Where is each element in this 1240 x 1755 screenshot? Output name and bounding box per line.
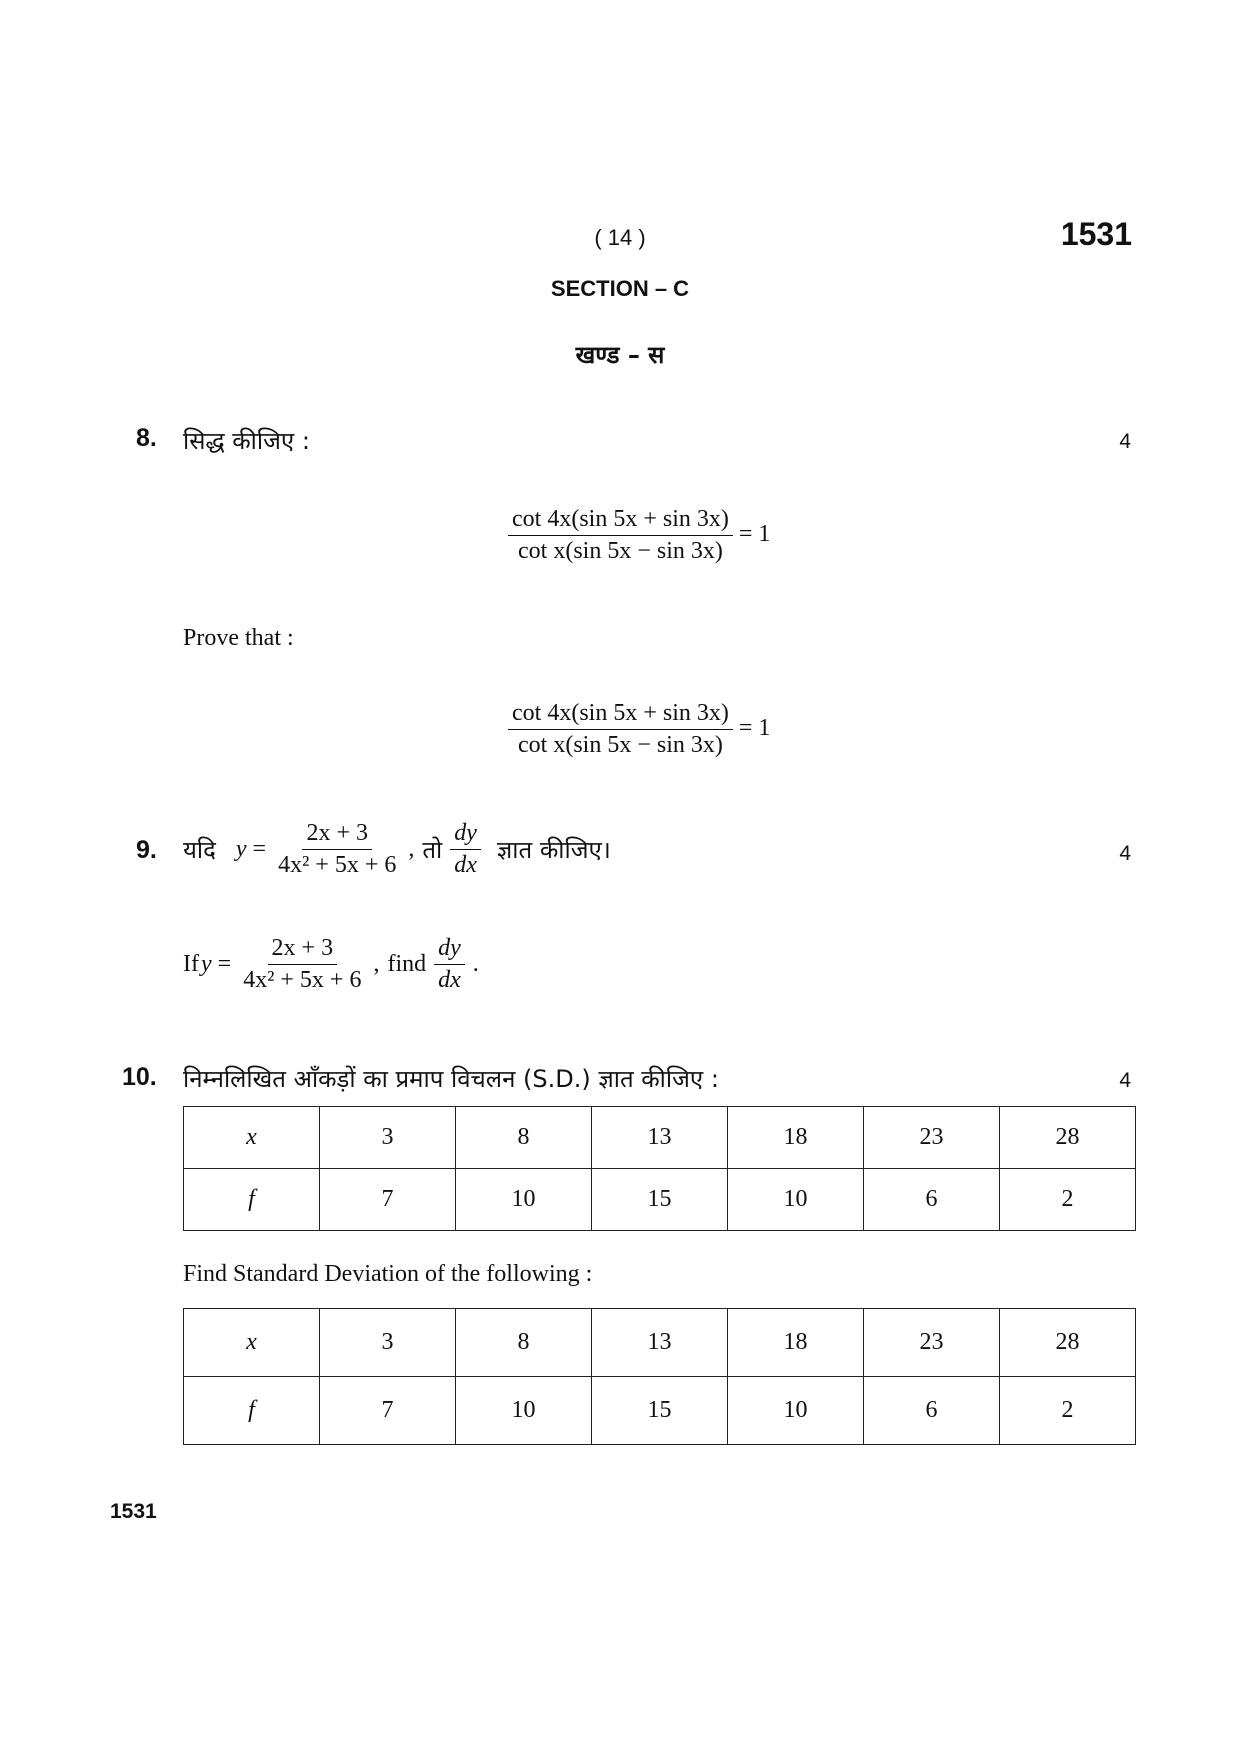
equation-numerator: cot 4x(sin 5x + sin 3x) [508, 506, 733, 536]
table-row-f [184, 1377, 1136, 1445]
table-cell: 23 [864, 1107, 1000, 1169]
question-10-english-prompt: Find Standard Deviation of the following : [183, 1261, 593, 1287]
table-cell: f [184, 1169, 320, 1231]
table-row-x [184, 1309, 1136, 1377]
question-10-number: 10. [122, 1063, 157, 1091]
question-8-marks: 4 [1119, 430, 1131, 453]
equation-rhs: = 1 [738, 715, 771, 742]
question-8-hindi-prompt: सिद्ध कीजिए : [183, 427, 310, 455]
table-cell: x [184, 1107, 320, 1169]
equation-rhs: = 1 [738, 521, 771, 548]
table-cell: 13 [592, 1107, 728, 1169]
frequency-table-english [183, 1308, 1136, 1445]
hindi-then-word: तो [422, 836, 443, 864]
dy-label: dy [450, 820, 481, 850]
equation-denominator: cot x(sin 5x − sin 3x) [518, 732, 723, 758]
question-8-equation-hindi [508, 506, 770, 565]
dy-label: dy [434, 935, 465, 965]
table-cell: 10 [728, 1377, 864, 1445]
question-9-marks: 4 [1119, 842, 1131, 865]
question-9-hindi-line: यदि y = $\frac{2x + 3}{\text{4x² + 5x + 6}}$ , तो $\frac{dy}{dx}$ ज्ञात कीजिए। [183, 820, 611, 878]
table-cell: 10 [456, 1377, 592, 1445]
question-8-equation-english [508, 700, 770, 759]
table-cell: 8 [456, 1309, 592, 1377]
question-9-number: 9. [136, 836, 157, 864]
table-cell: 15 [592, 1169, 728, 1231]
english-find-word: find [387, 951, 427, 977]
table-cell: 3 [320, 1107, 456, 1169]
table-cell: 6 [864, 1169, 1000, 1231]
table-row-f [184, 1169, 1136, 1231]
y-numerator: 2x + 3 [302, 820, 372, 850]
dx-label: dx [438, 967, 461, 993]
table-cell: 2 [1000, 1169, 1136, 1231]
table-cell: 10 [456, 1169, 592, 1231]
table-cell: 28 [1000, 1309, 1136, 1377]
table-cell: 6 [864, 1377, 1000, 1445]
equation-denominator: cot x(sin 5x − sin 3x) [518, 538, 723, 564]
table-cell: x [184, 1309, 320, 1377]
table-cell: 28 [1000, 1107, 1136, 1169]
hindi-find-phrase: ज्ञात कीजिए। [496, 836, 611, 864]
table-row-x [184, 1107, 1136, 1169]
y-denominator: 4x² + 5x + 6 [278, 852, 397, 878]
question-8-number: 8. [136, 424, 157, 452]
hindi-if-word: यदि [183, 836, 216, 864]
paper-code-header: 1531 [1060, 216, 1132, 252]
table-cell: 8 [456, 1107, 592, 1169]
section-title: SECTION – C [550, 276, 690, 301]
equation-numerator: cot 4x(sin 5x + sin 3x) [508, 700, 733, 730]
table-cell: 18 [728, 1107, 864, 1169]
table-cell: 3 [320, 1309, 456, 1377]
y-numerator: 2x + 3 [268, 935, 338, 965]
table-cell: 2 [1000, 1377, 1136, 1445]
question-9-english-line: If y = $\frac{2x + 3}{\text{4x² + 5x + 6}}$ , find $\frac{dy}{dx}$ . [183, 935, 479, 993]
section-title-hindi: खण्ड – स [575, 341, 665, 369]
table-cell: 18 [728, 1309, 864, 1377]
question-10-marks: 4 [1119, 1069, 1131, 1092]
question-8-english-prompt: Prove that : [183, 625, 294, 651]
table-cell: 7 [320, 1377, 456, 1445]
page-number: ( 14 ) [594, 225, 646, 250]
y-denominator: 4x² + 5x + 6 [243, 967, 362, 993]
table-cell: 10 [728, 1169, 864, 1231]
table-cell: 23 [864, 1309, 1000, 1377]
table-cell: f [184, 1377, 320, 1445]
table-cell: 13 [592, 1309, 728, 1377]
dx-label: dx [454, 852, 477, 878]
question-10-hindi-prompt: निम्नलिखित आँकड़ों का प्रमाप विचलन (S.D.) ज्ञात कीजिए : [183, 1065, 719, 1093]
table-cell: 15 [592, 1377, 728, 1445]
frequency-table-hindi [183, 1106, 1136, 1231]
table-cell: 7 [320, 1169, 456, 1231]
english-if-word: If [183, 951, 199, 977]
paper-code-footer: 1531 [110, 1500, 157, 1523]
